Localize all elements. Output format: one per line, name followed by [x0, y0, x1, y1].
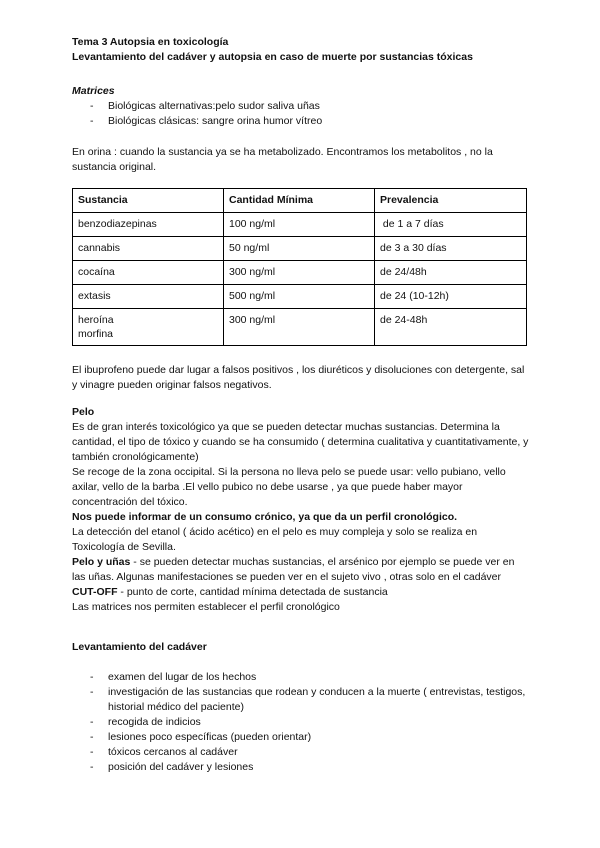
table-header-row: [73, 189, 527, 213]
table-row: [73, 213, 527, 237]
levantamiento-list: [72, 670, 530, 775]
cell-cantidad: 300 ng/ml: [224, 261, 375, 285]
list-item: - investigación de las sustancias que rodean y conducen a la muerte ( entrevistas, testigos, historial médico del paciente): [72, 685, 530, 715]
cutoff-text: - punto de corte, cantidad mínima detectada de sustancia: [117, 586, 388, 598]
pelo-paragraph-4: Las matrices nos permiten establecer el perfil cronológico: [72, 601, 340, 613]
cell-sustancia: benzodiazepinas: [73, 213, 224, 237]
cell-prevalencia: de 1 a 7 días: [375, 213, 527, 237]
table-row: [73, 285, 527, 309]
matrices-heading: Matrices: [72, 85, 115, 97]
list-item: - Biológicas clásicas: sangre orina humor vítreo: [72, 114, 532, 129]
column-header-cantidad: Cantidad Mínima: [224, 189, 375, 213]
cell-cantidad: 300 ng/ml: [224, 309, 375, 346]
matrices-section: [72, 84, 532, 129]
cell-prevalencia: de 24 (10-12h): [375, 285, 527, 309]
cell-prevalencia: de 3 a 30 días: [375, 237, 527, 261]
cutoff-paragraph: [72, 585, 530, 600]
document-title: Tema 3 Autopsia en toxicología: [72, 36, 229, 48]
substance-table: [72, 188, 527, 346]
table-row: [73, 261, 527, 285]
cell-cantidad: 50 ng/ml: [224, 237, 375, 261]
list-item: - recogida de indicios: [72, 715, 530, 730]
pelo-unas-paragraph: [72, 555, 530, 585]
column-header-sustancia: Sustancia: [73, 189, 224, 213]
list-item: - Biológicas alternativas:pelo sudor saliva uñas: [72, 99, 532, 114]
column-header-prevalencia: Prevalencia: [375, 189, 527, 213]
table-row: [73, 237, 527, 261]
list-item: - examen del lugar de los hechos: [72, 670, 530, 685]
list-item: - posición del cadáver y lesiones: [72, 760, 530, 775]
cell-sustancia-line: morfina: [78, 328, 114, 340]
cell-sustancia: cocaína: [73, 261, 224, 285]
ibuprofeno-text: El ibuprofeno puede dar lugar a falsos positivos , los diuréticos y disoluciones con detergente, sal y vinagre pueden originar falsos negativos.: [72, 364, 525, 391]
levantamiento-section: [72, 640, 530, 775]
cell-prevalencia: de 24/48h: [375, 261, 527, 285]
pelo-section: [72, 405, 530, 615]
pelo-unas-text: - se pueden detectar muchas sustancias, el arsénico por ejemplo se puede ver en las uñas. Algunas manifestaciones se pueden ver en el sujeto vivo , otras solo en el cadáver: [72, 556, 515, 583]
document-subtitle: Levantamiento del cadáver y autopsia en caso de muerte por sustancias tóxicas: [72, 51, 473, 63]
cell-sustancia: [73, 309, 224, 346]
cell-sustancia: cannabis: [73, 237, 224, 261]
cutoff-label: CUT-OFF: [72, 586, 118, 598]
orina-text: En orina : cuando la sustancia ya se ha metabolizado. Encontramos los metabolitos , no la sustancia original.: [72, 146, 493, 173]
cell-cantidad: 500 ng/ml: [224, 285, 375, 309]
matrices-list: [72, 99, 532, 129]
pelo-paragraph-1: Es de gran interés toxicológico ya que se pueden detectar muchas sustancias. Determina la cantidad, el tipo de tóxico y cuando se ha consumido ( determina cualitativa y cuantitativamente, y también cronológicamente): [72, 421, 529, 463]
cell-prevalencia: de 24-48h: [375, 309, 527, 346]
levantamiento-heading: Levantamiento del cadáver: [72, 641, 207, 653]
list-item: - tóxicos cercanos al cadáver: [72, 745, 530, 760]
ibuprofeno-paragraph: [72, 363, 527, 393]
header: [72, 35, 532, 65]
table-row: [73, 309, 527, 346]
cell-sustancia-line: heroína: [78, 314, 114, 326]
list-item: - lesiones poco específicas (pueden orientar): [72, 730, 530, 745]
cell-cantidad: 100 ng/ml: [224, 213, 375, 237]
cell-sustancia: extasis: [73, 285, 224, 309]
pelo-paragraph-2: Se recoge de la zona occipital. Si la persona no lleva pelo se puede usar: vello pubiano, vello axilar, vello de la barba .El vello pubico no debe usarse , ya que puede haber mayor concentración del tóxico.: [72, 466, 506, 508]
pelo-bold-line: Nos puede informar de un consumo crónico, ya que da un perfil cronológico.: [72, 511, 458, 523]
orina-paragraph: [72, 145, 527, 175]
pelo-heading: Pelo: [72, 406, 95, 418]
pelo-unas-label: Pelo y uñas: [72, 556, 131, 568]
pelo-paragraph-3: La detección del etanol ( ácido acético) en el pelo es muy compleja y solo se realiza en Toxicología de Sevilla.: [72, 526, 478, 553]
